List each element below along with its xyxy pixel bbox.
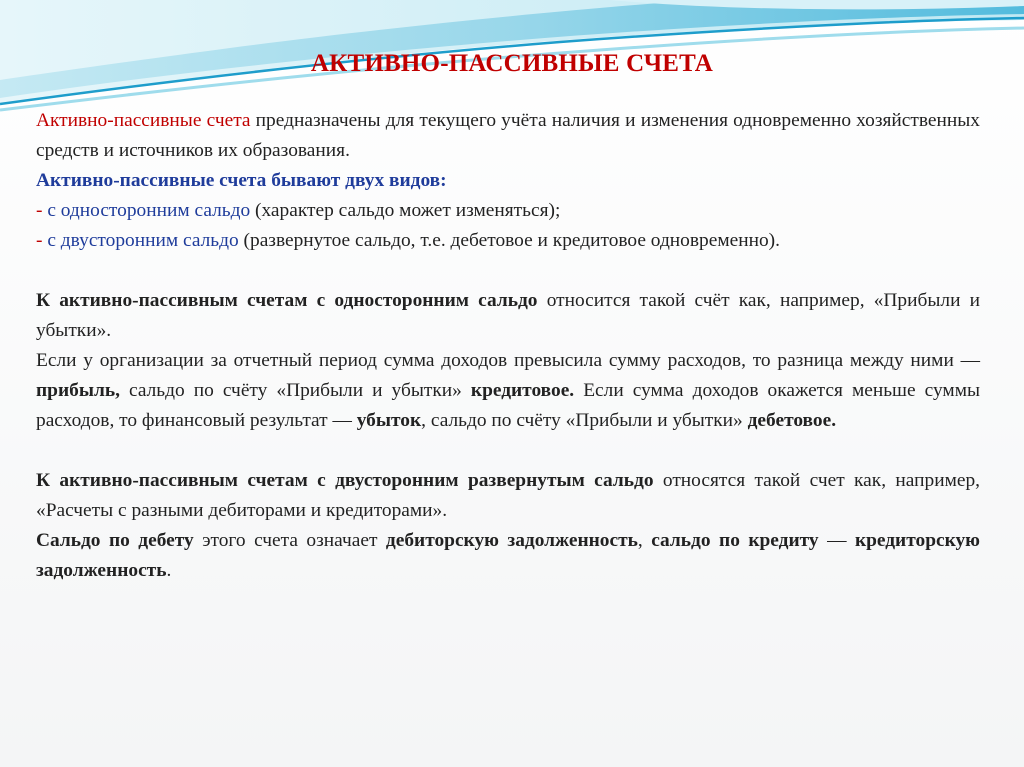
- list-item: - с двусторонним сальдо (развернутое сальдо, т.е. дебетовое и кредитовое одновременно).: [36, 230, 780, 251]
- one-sided-paragraph: К активно-пассивным счетам с односторонним сальдо относится такой счёт как, например, «Прибыли и убытки».: [36, 290, 980, 341]
- list-item: - с односторонним сальдо (характер сальдо может изменяться);: [36, 200, 561, 221]
- definition-paragraph: Активно-пассивные счета предназначены для текущего учёта наличия и изменения одновременно хозяйственных средств и источников их образования.: [36, 110, 981, 161]
- slide-title: АКТИВНО-ПАССИВНЫЕ СЧЕТА: [310, 50, 714, 77]
- definition-term: Активно-пассивные счета: [36, 110, 251, 131]
- profit-loss-paragraph: Если у организации за отчетный период сумма доходов превысила сумму расходов, то разница между ними — прибыль, сальдо по счёту «Прибыли и убытки» кредитовое. Если сумма доходов окажется меньше суммы расходов, то финансовый результат — убыток, сальдо по счёту «Прибыли и убытки» дебетовое.: [36, 350, 980, 431]
- list-term: с двусторонним сальдо: [47, 230, 239, 251]
- list-term: с односторонним сальдо: [47, 200, 251, 221]
- slide-body: [36, 106, 980, 586]
- two-sided-paragraph: К активно-пассивным счетам с двусторонним развернутым сальдо относятся такой счет как, например, «Расчеты с разными дебиторами и кредиторами».: [36, 470, 980, 521]
- saldo-paragraph: Сальдо по дебету этого счета означает дебиторскую задолженность, сальдо по кредиту — кредиторскую задолженность.: [36, 530, 980, 581]
- types-heading: Активно-пассивные счета бывают двух видов:: [36, 170, 447, 191]
